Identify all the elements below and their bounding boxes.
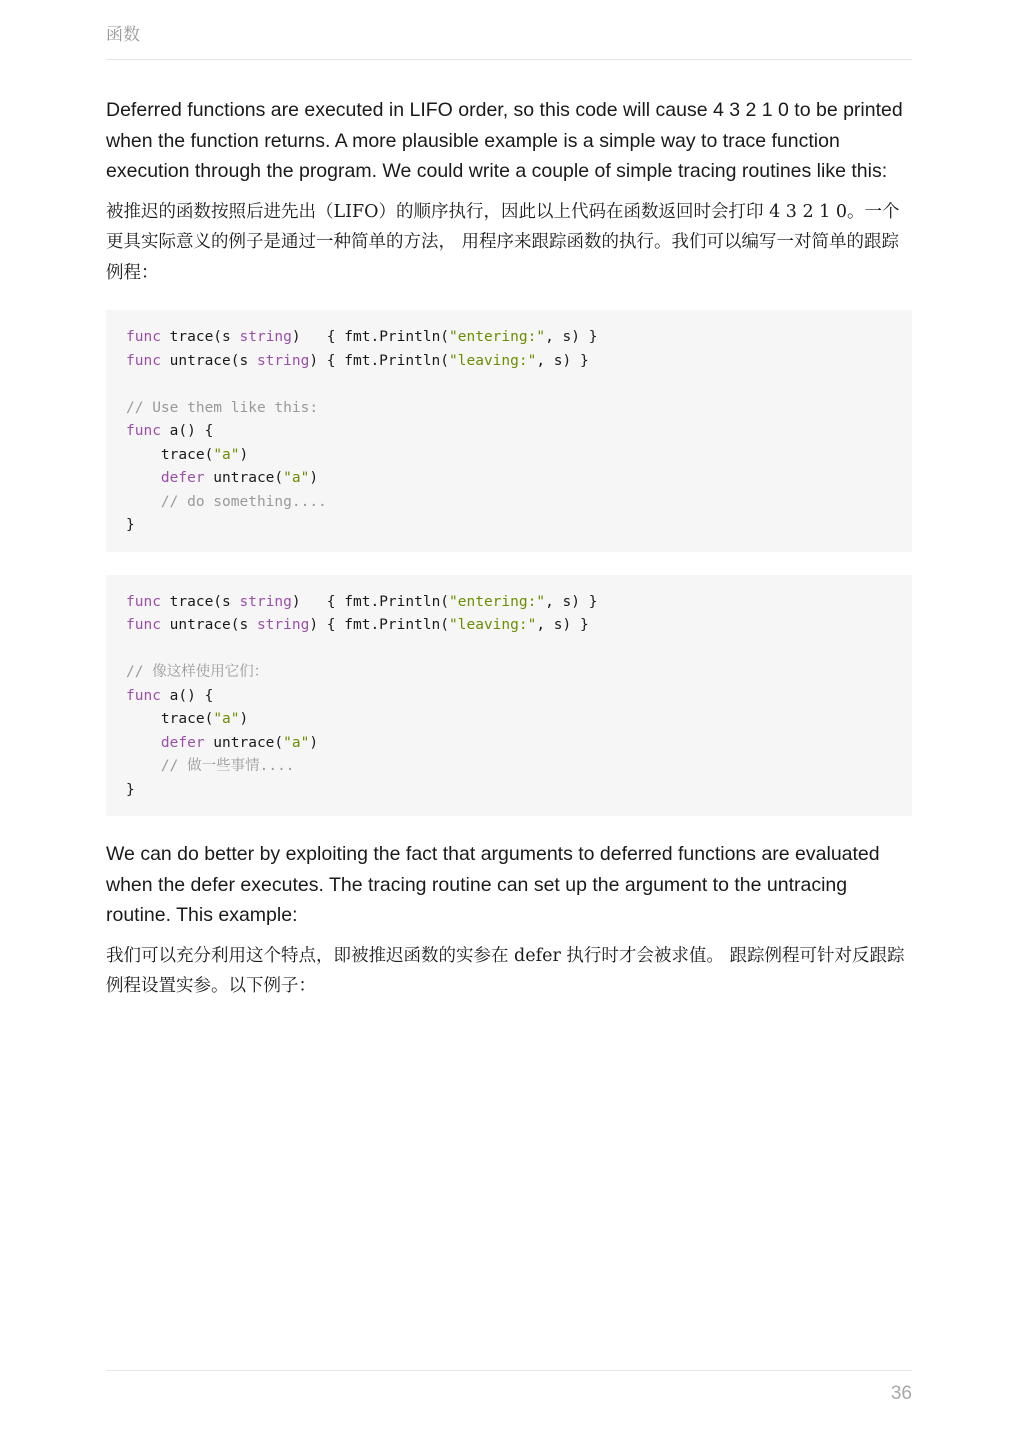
code-text: trace( bbox=[126, 711, 214, 727]
code-text: trace(s bbox=[160, 329, 240, 345]
code-line bbox=[126, 591, 892, 615]
page-number: 36 bbox=[890, 1383, 912, 1404]
code-text: ) bbox=[239, 446, 249, 463]
code-indent bbox=[126, 470, 161, 486]
code-string: "leaving:" bbox=[449, 617, 537, 633]
code-string: "a" bbox=[213, 711, 240, 727]
code-text: ) { fmt.Println( bbox=[309, 617, 450, 633]
code-type: string bbox=[239, 329, 292, 345]
code-text: untrace(s bbox=[160, 617, 257, 633]
code-text: trace( bbox=[126, 446, 214, 463]
code-type: string bbox=[256, 617, 310, 633]
page-content bbox=[106, 95, 912, 1018]
code-line bbox=[126, 397, 892, 421]
code-line bbox=[126, 350, 892, 374]
code-type: string bbox=[256, 352, 310, 369]
code-line bbox=[126, 661, 892, 685]
code-line bbox=[126, 685, 892, 709]
code-text: a() { bbox=[160, 423, 214, 439]
code-text: , s) } bbox=[536, 352, 589, 369]
code-line bbox=[126, 420, 892, 444]
code-text: } bbox=[126, 517, 135, 533]
code-line bbox=[126, 755, 892, 779]
code-string: "entering:" bbox=[449, 329, 546, 345]
code-type: string bbox=[239, 593, 292, 610]
code-line bbox=[126, 491, 892, 515]
code-keyword: func bbox=[126, 593, 161, 610]
code-text: ) { fmt.Println( bbox=[291, 593, 450, 610]
code-keyword: defer bbox=[160, 470, 205, 486]
code-comment: // do something.... bbox=[126, 493, 327, 510]
code-comment: // Use them like this: bbox=[126, 399, 319, 416]
code-keyword: defer bbox=[160, 734, 205, 751]
page-footer bbox=[106, 1370, 912, 1421]
code-string: "a" bbox=[213, 446, 240, 463]
code-text: ) { fmt.Println( bbox=[291, 329, 450, 345]
code-keyword: func bbox=[126, 329, 161, 345]
code-text: ) bbox=[309, 734, 319, 751]
code-line bbox=[126, 514, 892, 538]
code-line-blank bbox=[126, 638, 892, 662]
code-text: } bbox=[126, 781, 135, 798]
code-line-blank bbox=[126, 373, 892, 397]
code-text: untrace(s bbox=[160, 352, 257, 369]
code-indent bbox=[126, 735, 161, 751]
code-block-chinese bbox=[106, 575, 912, 817]
code-keyword: func bbox=[126, 617, 161, 633]
code-text: , s) } bbox=[545, 329, 598, 345]
code-comment: // 像这样使用它们： bbox=[126, 664, 269, 680]
code-keyword: func bbox=[126, 352, 161, 369]
code-text: ) { fmt.Println( bbox=[309, 352, 450, 369]
paragraph-chinese-1: 被推迟的函数按照后进先出（LIFO）的顺序执行，因此以上代码在函数返回时会打印 4 3 2 1 0。一个更具实际意义的例子是通过一种简单的方法， 用程序来跟踪函数的执行。我们可以编写一对简单的跟踪例程： bbox=[106, 201, 900, 283]
code-string: "a" bbox=[283, 734, 310, 751]
code-text: , s) } bbox=[545, 593, 598, 610]
code-line bbox=[126, 779, 892, 803]
code-block-english bbox=[106, 310, 912, 552]
paragraph-english-2: We can do better by exploiting the fact that arguments to deferred functions are evaluated when the defer executes. The tracing routine can set up the argument to the untracing routine. This example: bbox=[106, 843, 880, 926]
code-text: trace(s bbox=[160, 593, 240, 610]
code-line bbox=[126, 444, 892, 468]
code-text: ) bbox=[309, 470, 319, 486]
paragraph-chinese-2: 我们可以充分利用这个特点，即被推迟函数的实参在 defer 执行时才会被求值。 跟踪例程可针对反跟踪例程设置实参。以下例子： bbox=[106, 945, 905, 996]
code-string: "entering:" bbox=[449, 593, 546, 610]
code-comment: // 做一些事情.... bbox=[126, 758, 295, 774]
code-string: "leaving:" bbox=[449, 352, 537, 369]
code-keyword: func bbox=[126, 687, 161, 704]
code-text: untrace( bbox=[204, 470, 284, 486]
code-text: , s) } bbox=[536, 617, 589, 633]
code-text: ) bbox=[239, 711, 249, 727]
code-line bbox=[126, 708, 892, 732]
page-header bbox=[106, 22, 912, 60]
code-text: a() { bbox=[160, 687, 214, 704]
code-keyword: func bbox=[126, 423, 161, 439]
code-line bbox=[126, 614, 892, 638]
code-string: "a" bbox=[283, 470, 310, 486]
chapter-title: 函数 bbox=[106, 25, 140, 45]
code-line bbox=[126, 732, 892, 756]
code-text: untrace( bbox=[204, 734, 284, 751]
paragraph-english-1: Deferred functions are executed in LIFO order, so this code will cause 4 3 2 1 0 to be printed when the function returns. A more plausible example is a simple way to trace function execution through the program. We could write a couple of simple tracing routines like this: bbox=[106, 99, 903, 182]
code-line bbox=[126, 467, 892, 491]
code-line bbox=[126, 326, 892, 350]
